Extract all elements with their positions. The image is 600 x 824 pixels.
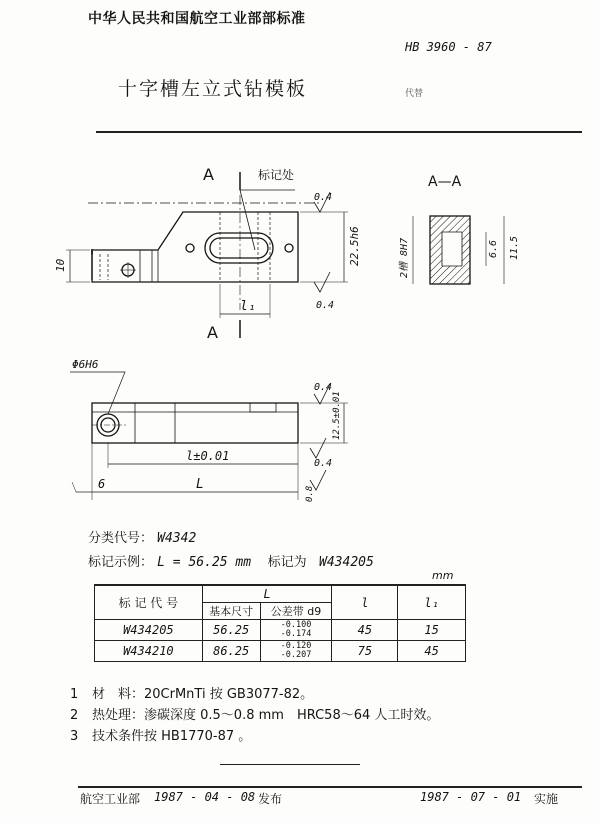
- table-row: [95, 641, 466, 662]
- row-tol-upper: -0.120: [280, 641, 312, 651]
- footer-divider: [78, 786, 582, 788]
- view-label-a-top: A: [203, 165, 214, 184]
- roughness-08: 0.8: [305, 485, 315, 502]
- header-mark: 标 记 代 号: [95, 585, 203, 620]
- replaces-note: 代替: [405, 89, 424, 99]
- row-l: 75: [332, 641, 398, 662]
- note-item: 1 材 料：20CrMnTi 按 GB3077-82。: [70, 687, 314, 702]
- footer-issuer: 航空工业部: [80, 792, 141, 806]
- dim-l1: l₁: [240, 299, 256, 314]
- front-view: [66, 172, 348, 338]
- section-dim-11-5: 11.5: [509, 235, 520, 260]
- document-title: 十字槽左立式钻模板: [118, 78, 308, 100]
- slot-inner: [210, 238, 268, 258]
- header-divider: [96, 131, 582, 133]
- screw-hole-right: [285, 244, 293, 252]
- classification-label: 分类代号：: [88, 531, 154, 546]
- row-l1: 15: [398, 620, 466, 641]
- example-line: [88, 551, 374, 570]
- standard-number: HB 3960 - 87: [405, 40, 492, 54]
- section-dim-6-6: 6.6: [488, 239, 499, 258]
- footer-impl-date: 1987 - 07 - 01: [420, 790, 522, 804]
- footer-issue-label: 发布: [258, 792, 283, 806]
- note-item: 3 技术条件按 HB1770-87 。: [70, 729, 252, 744]
- row-mark: W434210: [95, 641, 203, 662]
- dim-L: L: [196, 477, 204, 492]
- note-item: 2 热处理：渗碳深度 0.5～0.8 mm HRC58～64 人工时效。: [70, 708, 440, 723]
- section-label: A—A: [428, 174, 462, 190]
- dim-l-tol: l±0.01: [186, 449, 230, 463]
- roughness-d: 0.4: [314, 458, 333, 469]
- bottom-outline: [92, 403, 298, 443]
- dim-22-5: 22.5h6: [348, 226, 361, 266]
- table-row: [95, 620, 466, 641]
- section-dim-slot: 2槽 8H7: [399, 237, 410, 278]
- dim-6: 6: [98, 477, 106, 491]
- row-tol: [260, 641, 332, 662]
- bottom-view: [70, 372, 348, 500]
- header-tol: 公差带 d9: [260, 603, 332, 620]
- roughness-a: 0.4: [314, 192, 333, 203]
- end-rule: [220, 764, 360, 765]
- row-tol-upper: -0.100: [280, 620, 312, 630]
- row-l1: 45: [398, 641, 466, 662]
- roughness-b: 0.4: [316, 300, 335, 311]
- spec-table: [94, 584, 466, 662]
- view-label-a-bottom: A: [207, 323, 218, 342]
- mark-note: 标记处: [258, 168, 295, 182]
- classification-line: [88, 527, 196, 546]
- technical-notes: [70, 684, 439, 747]
- example-value: L = 56.25 mm: [157, 555, 252, 570]
- row-basic: 86.25: [202, 641, 260, 662]
- row-tol-lower: -0.207: [280, 650, 312, 660]
- screw-hole-left: [186, 244, 194, 252]
- unit-label: mm: [432, 569, 454, 582]
- example-label: 标记示例：: [88, 555, 154, 570]
- dim-phi6: Φ6H6: [72, 358, 99, 371]
- example-mark: W434205: [319, 555, 374, 570]
- plate-outline: [92, 212, 298, 282]
- standard-organization: 中华人民共和国航空工业部部标准: [88, 11, 306, 27]
- roughness-c: 0.4: [314, 382, 333, 393]
- row-basic: 56.25: [202, 620, 260, 641]
- header-basic: 基本尺寸: [202, 603, 260, 620]
- header-L: L: [202, 585, 332, 603]
- row-l: 45: [332, 620, 398, 641]
- row-tol-lower: -0.174: [280, 629, 312, 639]
- example-mark-label: 标记为: [267, 555, 307, 570]
- classification-code: W4342: [157, 531, 197, 546]
- header-l1: l₁: [398, 585, 466, 620]
- header-l: l: [332, 585, 398, 620]
- row-tol: [260, 620, 332, 641]
- footer-issue-date: 1987 - 04 - 08: [154, 790, 256, 804]
- dim-10: 10: [54, 258, 67, 272]
- footer-impl-label: 实施: [534, 792, 559, 806]
- row-mark: W434205: [95, 620, 203, 641]
- dim-12-5: 12.5±0.01: [332, 391, 342, 440]
- technical-drawing: [0, 150, 600, 520]
